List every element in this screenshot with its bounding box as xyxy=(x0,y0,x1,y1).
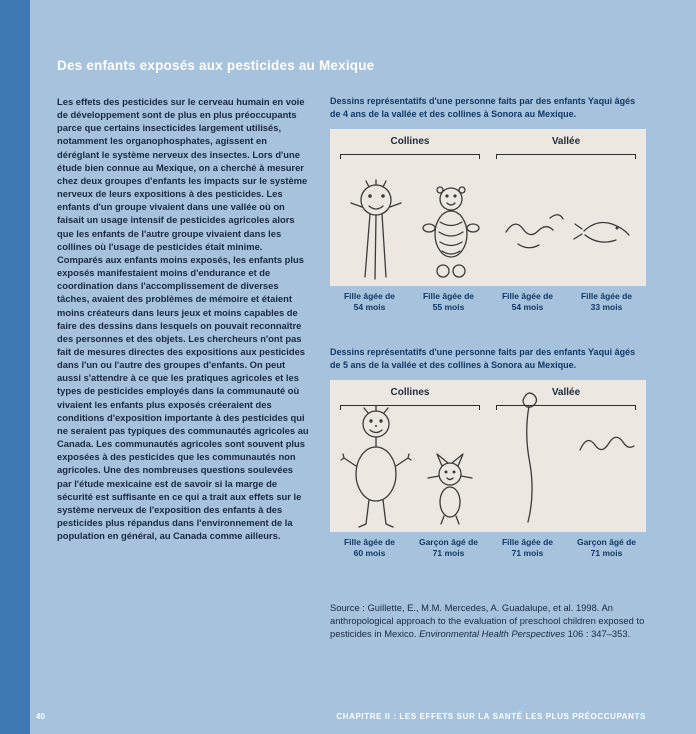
figure1-collines-header: Collines xyxy=(390,136,430,147)
figure1-caption: Dessins représentatifs d'une personne faits par des enfants Yaqui âgés de 4 ans de la vallée et des collines à Sonora au Mexique. xyxy=(330,96,636,119)
drawing-label: Fille âgée de 54 mois xyxy=(343,291,396,312)
drawing-label: Fille âgée de 60 mois xyxy=(343,537,396,558)
drawing-label: Fille âgée de 71 mois xyxy=(501,537,554,558)
child-drawing-fig1-vallee-2 xyxy=(572,209,638,254)
left-edge-band xyxy=(0,0,30,734)
drawing-label: Garçon âgé de 71 mois xyxy=(576,537,637,558)
drawing-label: Fille âgée de 33 mois xyxy=(580,291,633,312)
drawing-label: Fille âgée de 54 mois xyxy=(501,291,554,312)
figure2-labels xyxy=(330,537,646,559)
footer-chapter-title: CHAPITRE II : LES EFFETS SUR LA SANTÉ LES PLUS PRÉOCCUPANTS xyxy=(336,712,646,721)
child-drawing-fig2-collines-1 xyxy=(340,404,416,528)
body-paragraph: Les effets des pesticides sur le cerveau humain en voie de développement sont de plus en plus préoccupants parce que certains insecticides largement utilisés, notamment les organophosphates, agissent en déréglant le système nerveux des insectes. Lors d'une étude bien connue au Mexique, on a cherché à mesurer chez deux groupes d'enfants les impacts sur le système nerveux de leurs expositions à des pesticides. Les enfants d'un groupe vivaient dans une vallée où on faisait un usage intensif de pesticides agricoles alors que les enfants de l'autre groupe vivaient dans les collines où l'usage de pesticides était minime. Comparés aux enfants moins exposés, les enfants plus exposés manifestaient moins d'endurance et de coordination dans l'accomplissement de diverses tâches, avaient des problèmes de mémoire et étaient moins créateurs dans leurs jeux et moins capables de faire des dessins dans lesquels on pouvait reconnaître des personnes et des objets. Les chercheurs n'ont pas fait de mesures directes des expositions aux pesticides dans l'un ou l'autre des groupes d'enfants. On peut aussi s'attendre à ce que les pratiques agricoles et les types de pesticides employés dans la communauté où vivaient les enfants plus exposés créeraient des conditions d'exposition importante à des pesticides qui ne seraient pas typiques des communautés agricoles au Canada. Les communautés agricoles sont souvent plus exposées à des pesticides que les communautés non agricoles. Une des nombreuses questions soulevées par l'étude mexicaine est de savoir si la marge de sécurité est suffisante en ce qui a trait aux effets sur le système nerveux de l'exposition des enfants à des pesticides plus répandus dans l'environnement de la population en général, au Canada comme ailleurs. xyxy=(57,96,309,542)
child-drawing-fig1-collines-1 xyxy=(342,179,414,281)
source-text: Source : Guillette, E., M.M. Mercedes, A. Guadalupe, et al. 1998. An anthropological approach to the evaluation of preschool children exposed to pesticides in Mexico. xyxy=(330,602,645,640)
child-drawing-fig1-collines-2 xyxy=(418,184,484,282)
figure1-panel xyxy=(330,129,646,286)
child-drawing-fig2-vallee-1 xyxy=(510,388,548,528)
page-title: Des enfants exposés aux pesticides au Mexique xyxy=(57,58,375,73)
child-drawing-fig1-vallee-1 xyxy=(500,204,568,259)
figure2-vallee-header: Vallée xyxy=(551,387,581,398)
figure1-vallee-bracket xyxy=(496,154,636,159)
figure2-collines-header: Collines xyxy=(390,387,430,398)
figure-source-citation xyxy=(330,601,648,641)
drawing-label: Fille âgée de 55 mois xyxy=(422,291,475,312)
child-drawing-fig2-vallee-2 xyxy=(576,426,638,462)
child-drawing-fig2-collines-2 xyxy=(422,450,478,528)
figure2-caption: Dessins représentatifs d'une personne faits par des enfants Yaqui âgés de 5 ans de la vallée et des collines à Sonora au Mexique. xyxy=(330,347,636,370)
figure1-vallee-header: Vallée xyxy=(551,136,581,147)
figure1-labels xyxy=(330,291,646,313)
source-pages: 106 : 347–353. xyxy=(565,628,631,640)
source-journal: Environmental Health Perspectives xyxy=(419,628,566,640)
figure1-collines-bracket xyxy=(340,154,480,159)
figure2-panel xyxy=(330,380,646,532)
page-number: 40 xyxy=(36,712,45,721)
drawing-label: Garçon âgé de 71 mois xyxy=(418,537,479,558)
